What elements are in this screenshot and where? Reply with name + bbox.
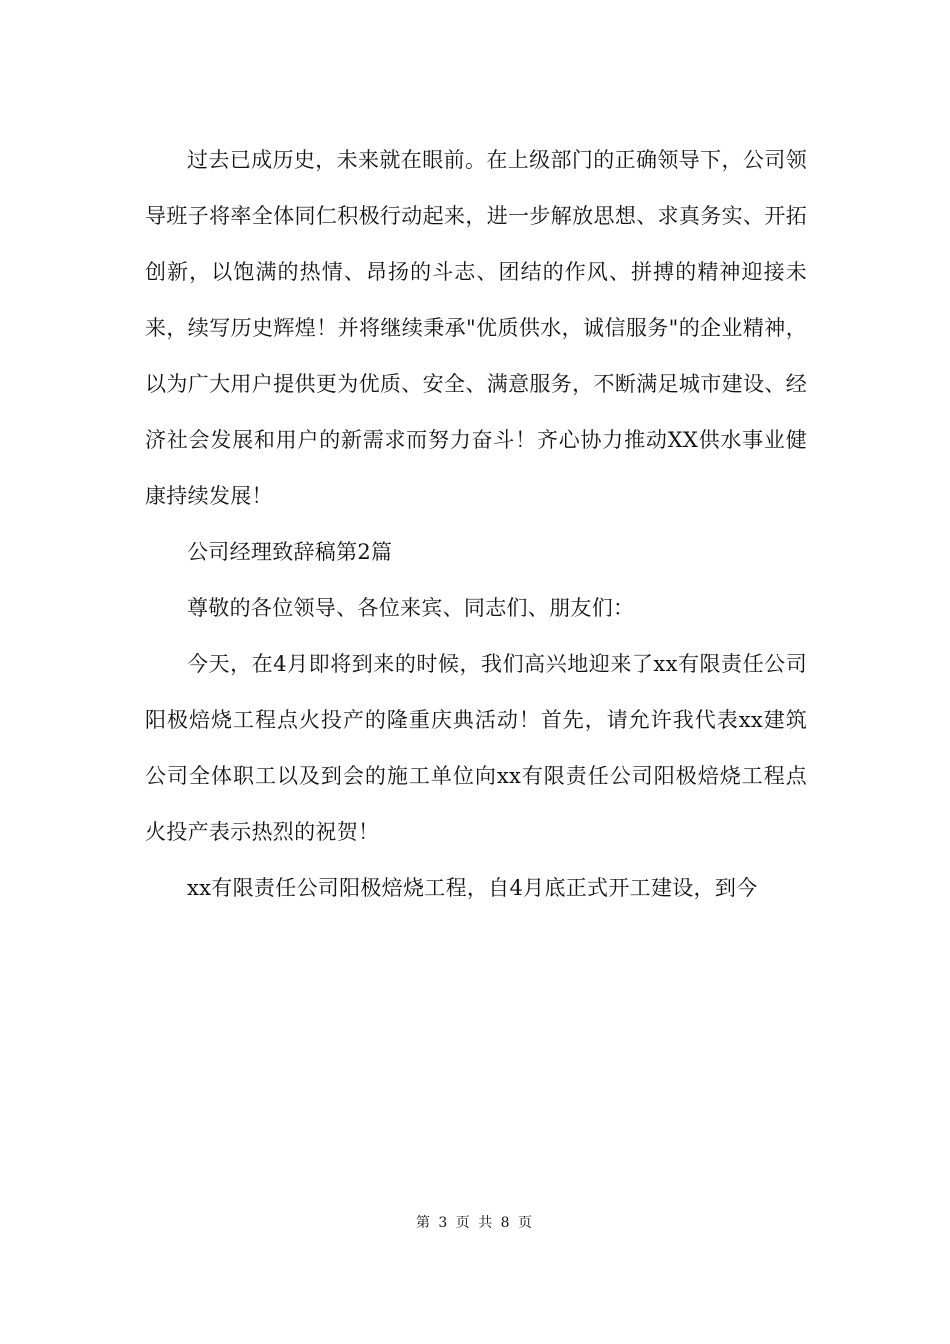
section-heading: 公司经理致辞稿第2篇 — [187, 540, 393, 564]
page-number-footer: 第 3 页 共 8 页 — [415, 1215, 535, 1231]
salutation: 尊敬的各位领导、各位来宾、同志们、朋友们： — [187, 596, 635, 620]
paragraph-2: 今天，在4月即将到来的时候，我们高兴地迎来了xx有限责任公司阳极焙烧工程点火投产的隆重庆典活动！首先，请允许我代表xx建筑公司全体职工以及到会的施工单位向xx有限责任公司阳极焙烧工程点火投产表示热烈的祝贺！ — [145, 652, 807, 844]
paragraph-3: xx有限责任公司阳极焙烧工程，自4月底正式开工建设，到今 — [187, 876, 758, 900]
paragraph-1: 过去已成历史，未来就在眼前。在上级部门的正确领导下，公司领导班子将率全体同仁积极行动起来，进一步解放思想、求真务实、开拓创新，以饱满的热情、昂扬的斗志、团结的作风、拼搏的精神迎接未来，续写历史辉煌！并将继续秉承"优质供水，诚信服务"的企业精神，以为广大用户提供更为优质、安全、满意服务，不断满足城市建设、经济社会发展和用户的新需求而努力奋斗！齐心协力推动XX供水事业健康持续发展！ — [145, 148, 807, 508]
document-body — [145, 132, 807, 916]
